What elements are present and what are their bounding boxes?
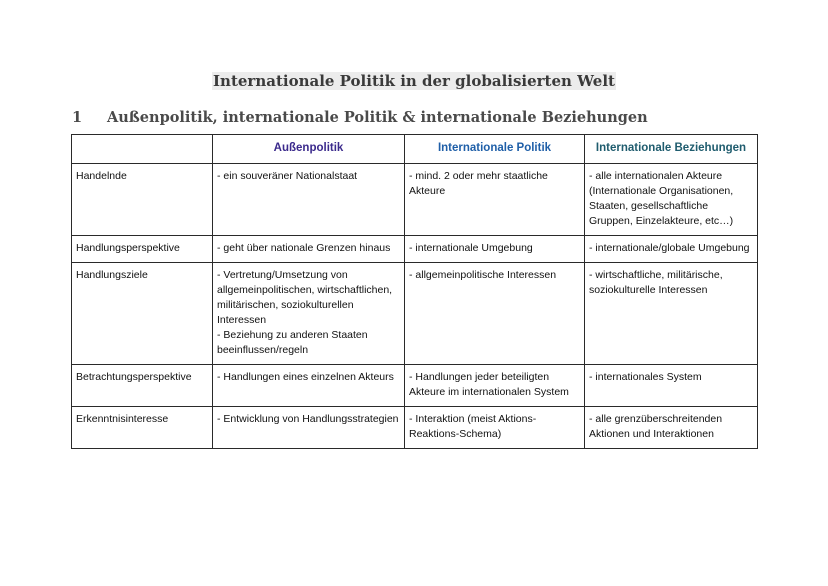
cell-text: - Handlungen eines einzelnen Akteurs (217, 371, 394, 383)
table-cell (213, 407, 405, 449)
cell-text: - mind. 2 oder mehr staatliche Akteure (409, 170, 548, 197)
document-title (0, 70, 828, 92)
table-row (72, 407, 758, 449)
cell-text: - Interaktion (meist Aktions-Reaktions-Schema) (409, 413, 537, 440)
cell-text: - ein souveräner Nationalstaat (217, 170, 358, 182)
table-cell (585, 263, 758, 365)
section-title: Außenpolitik, internationale Politik & internationale Beziehungen (107, 109, 648, 126)
table-row (72, 236, 758, 263)
row-label: Handlungsperspektive (72, 236, 213, 263)
table-cell (585, 236, 758, 263)
header-cell-internationale-politik: Internationale Politik (405, 135, 585, 164)
table-cell (213, 236, 405, 263)
section-heading (72, 108, 648, 128)
table-header-row (72, 135, 758, 164)
table-row (72, 164, 758, 236)
table-cell (585, 365, 758, 407)
table-cell (213, 263, 405, 365)
cell-text: - geht über nationale Grenzen hinaus (217, 242, 391, 254)
row-label: Erkenntnisinteresse (72, 407, 213, 449)
cell-text: - internationales System (589, 371, 702, 383)
row-label: Betrachtungsperspektive (72, 365, 213, 407)
section-number: 1 (72, 109, 83, 126)
cell-text: - internationale Umgebung (409, 242, 533, 254)
row-label: Handelnde (72, 164, 213, 236)
table-cell (585, 407, 758, 449)
header-cell-aussenpolitik: Außenpolitik (213, 135, 405, 164)
table-row (72, 263, 758, 365)
table-cell (405, 407, 585, 449)
comparison-table (71, 134, 758, 449)
row-label: Handlungsziele (72, 263, 213, 365)
header-cell-internationale-beziehungen: Internationale Beziehungen (585, 135, 758, 164)
document-title-text: Internationale Politik in der globalisierten Welt (213, 72, 615, 90)
cell-text: - wirtschaftliche, militärische, soziokulturelle Interessen (589, 269, 723, 296)
cell-text: - alle grenzüberschreitenden Aktionen und Interaktionen (589, 413, 723, 440)
cell-text: - alle internationalen Akteure (Internationale Organisationen, Staaten, gesellschaftliche Gruppen, Einzelakteure, etc…) (589, 170, 734, 227)
table-cell (585, 164, 758, 236)
table-body (72, 164, 758, 449)
cell-text: - Entwicklung von Handlungsstrategien (217, 413, 399, 425)
table-cell (405, 164, 585, 236)
table-cell (213, 365, 405, 407)
table-cell (405, 236, 585, 263)
header-cell-empty (72, 135, 213, 164)
cell-text: - Beziehung zu anderen Staaten beeinflussen/regeln (217, 329, 368, 356)
table-cell (213, 164, 405, 236)
cell-text: - internationale/globale Umgebung (589, 242, 750, 254)
cell-text: - Handlungen jeder beteiligten Akteure im internationalen System (409, 371, 569, 398)
table-cell (405, 365, 585, 407)
cell-text: - Vertretung/Umsetzung von allgemeinpolitischen, wirtschaftlichen, militärischen, soziokulturellen Interessen (217, 269, 393, 326)
cell-text: - allgemeinpolitische Interessen (409, 269, 557, 281)
table-cell (405, 263, 585, 365)
table-row (72, 365, 758, 407)
